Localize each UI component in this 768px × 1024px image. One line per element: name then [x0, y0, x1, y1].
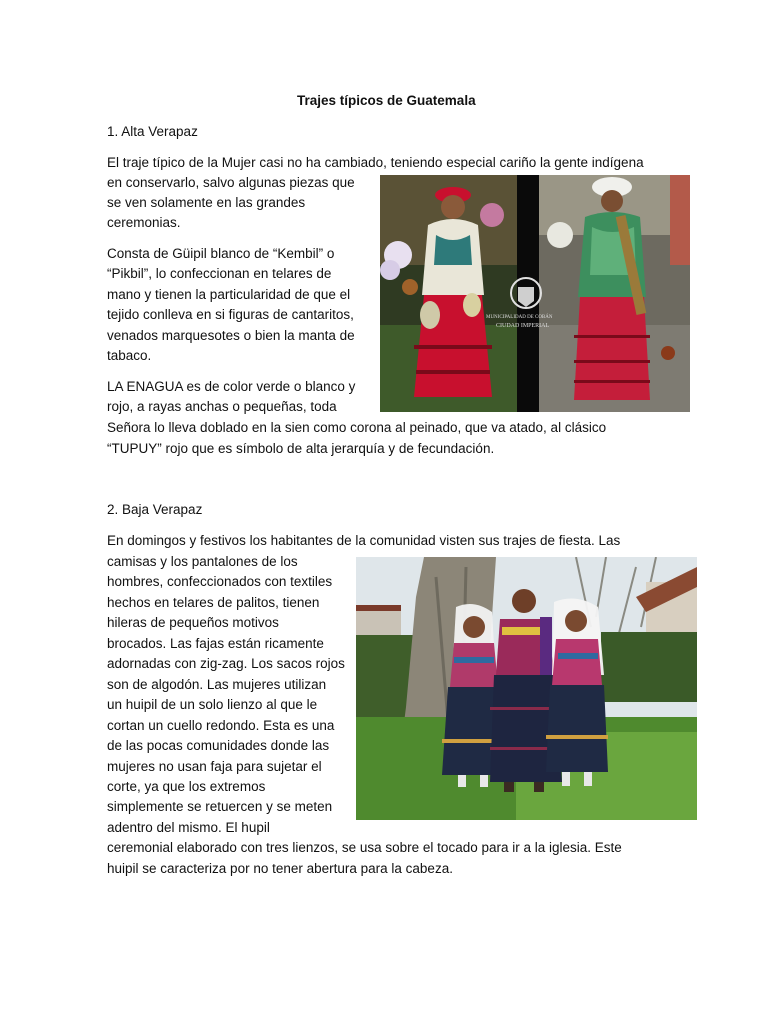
- photo-baja-verapaz-women: [356, 557, 697, 820]
- paragraph-line: En domingos y festivos los habitantes de la comunidad visten sus trajes de fiesta. Las: [107, 533, 621, 548]
- paragraph-line: rojo, a rayas anchas o pequeñas, toda: [107, 399, 337, 414]
- paragraph-line: huipil se caracteriza por no tener abertura para la cabeza.: [107, 861, 453, 876]
- paragraph-line: venados marquesotes o bien la manta de: [107, 328, 355, 343]
- paragraph-line: “TUPUY” rojo que es símbolo de alta jerarquía y de fecundación.: [107, 441, 495, 456]
- paragraph-line: adornadas con zig-zag. Los sacos rojos: [107, 656, 345, 671]
- photo-alta-verapaz-women: [380, 175, 690, 412]
- paragraph-line: se ven solamente en las grandes: [107, 195, 306, 210]
- paragraph-line: Señora lo lleva doblado en la sien como corona al peinado, que va atado, al clásico: [107, 420, 607, 435]
- paragraph-line: camisas y los pantalones de los: [107, 554, 298, 569]
- paragraph-line: brocados. Las fajas están ricamente: [107, 636, 324, 651]
- photo-watermark-line: CIUDAD IMPERIAL: [496, 323, 550, 329]
- paragraph-line: “Pikbil”, lo confeccionan en telares de: [107, 266, 332, 281]
- paragraph-line: un huipil de un solo lienzo al que le: [107, 697, 318, 712]
- paragraph-line: en conservarlo, salvo algunas piezas que: [107, 175, 355, 190]
- paragraph-line: son de algodón. Las mujeres utilizan: [107, 677, 327, 692]
- paragraph-line: Consta de Güipil blanco de “Kembil” o: [107, 246, 335, 261]
- paragraph-line: cortan un cuello redondo. Esta es una: [107, 718, 335, 733]
- paragraph-line: ceremonias.: [107, 215, 181, 230]
- paragraph-line: mujeres no usan faja para sujetar el: [107, 759, 322, 774]
- section-heading-baja-verapaz: 2. Baja Verapaz: [107, 502, 203, 517]
- section-heading-alta-verapaz: 1. Alta Verapaz: [107, 124, 198, 139]
- paragraph-line: simplemente se retuercen y se meten: [107, 799, 333, 814]
- page-title: Trajes típicos de Guatemala: [297, 93, 476, 108]
- paragraph-line: tabaco.: [107, 348, 152, 363]
- paragraph-line: mano y tienen la particularidad de que el: [107, 287, 351, 302]
- photo-watermark-line: MUNICIPALIDAD DE COBÁN: [486, 315, 553, 320]
- paragraph-line: hechos en telares de palitos, tienen: [107, 595, 320, 610]
- paragraph-line: tejido conlleva en si figuras de cantaritos,: [107, 307, 354, 322]
- paragraph-line: ceremonial elaborado con tres lienzos, se usa sobre el tocado para ir a la iglesia. Este: [107, 840, 622, 855]
- paragraph-line: El traje típico de la Mujer casi no ha cambiado, teniendo especial cariño la gente indígena: [107, 155, 644, 170]
- paragraph-line: corte, ya que los extremos: [107, 779, 266, 794]
- paragraph-line: adentro del mismo. El hupil: [107, 820, 270, 835]
- paragraph-line: hileras de pequeños motivos: [107, 615, 279, 630]
- paragraph-line: de las pocas comunidades donde las: [107, 738, 330, 753]
- paragraph-line: LA ENAGUA es de color verde o blanco y: [107, 379, 356, 394]
- paragraph-line: hombres, confeccionados con textiles: [107, 574, 333, 589]
